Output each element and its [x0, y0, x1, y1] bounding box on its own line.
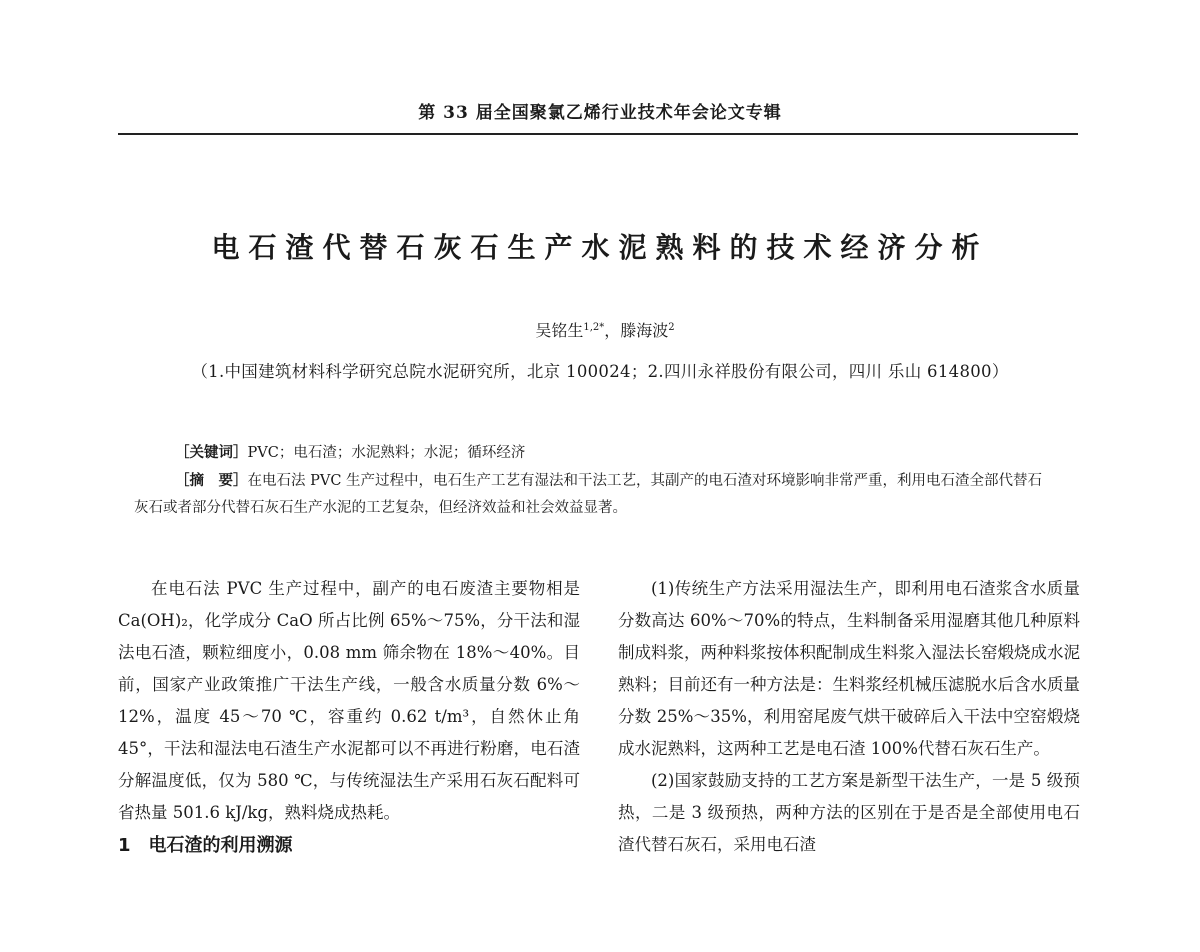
body-paragraph: 在电石法 PVC 生产过程中，副产的电石废渣主要物相是 Ca(OH)₂，化学成分 CaO 所占比例 65%～75%，分干法和湿法电石渣，颗粒细度小，0.08 mm 筛余物在 18%～40%。目前，国家产业政策推广干法生产线，一般含水质量分数 6%～12%，温度 45～70 ℃，容重约 0.62 t/m³，自然休止角 45°，干法和湿法电石渣生产水泥都可以不再进行粉磨，电石渣分解温度低，仅为 580 ℃，与传统湿法生产采用石灰石配料可省热量 501.6 kJ/kg，熟料烧成热耗。	[118, 579, 580, 822]
header-rule	[118, 133, 1078, 135]
body-column-right	[618, 573, 1080, 861]
author-line	[0, 318, 1200, 341]
author-affiliation-sup: 1,2	[583, 322, 600, 333]
running-header: 第 33 届全国聚氯乙烯行业技术年会论文专辑	[418, 103, 782, 123]
body-paragraph: (1)传统生产方法采用湿法生产，即利用电石渣浆含水质量分数高达 60%～70%的特点，生料制备采用湿磨其他几种原料制成料浆，两种料浆按体积配制成生料浆入湿法长窑煅烧成水泥熟料；目前还有一种方法是：生料浆经机械压滤脱水后含水质量分数 25%～35%，利用窑尾废气烘干破碎后入干法中空窑煅烧成水泥熟料，这两种工艺是电石渣 100%代替石灰石生产。	[618, 579, 1080, 758]
section-heading: 1 电石渣的利用溯源	[118, 835, 293, 856]
author-name: 吴铭生	[535, 321, 584, 340]
abstract-label: ［摘 要］	[175, 472, 248, 489]
abstract-block	[134, 439, 1054, 522]
author-name: 滕海波	[620, 321, 669, 340]
article-title: 电石渣代替石灰石生产水泥熟料的技术经济分析	[211, 231, 989, 264]
body-paragraph: (2)国家鼓励支持的工艺方案是新型干法生产，一是 5 级预热，二是 3 级预热，两种方法的区别在于是否是全部使用电石渣代替石灰石，采用电石渣	[618, 771, 1080, 854]
affiliation-line: （1.中国建筑材料科学研究总院水泥研究所，北京 100024；2.四川永祥股份有限公司，四川 乐山 614800）	[191, 362, 1009, 381]
corresponding-author-mark: *	[599, 322, 605, 333]
keywords-label: ［关键词］	[175, 444, 248, 461]
keywords-line	[134, 439, 1054, 467]
body-column-left	[118, 573, 580, 863]
author-affiliation-sup: 2	[668, 322, 675, 333]
author-separator: ，	[604, 321, 621, 340]
keywords-text: PVC；电石渣；水泥熟料；水泥；循环经济	[247, 445, 526, 461]
abstract-paragraph	[134, 467, 1054, 522]
abstract-text: 在电石法 PVC 生产过程中，电石生产工艺有湿法和干法工艺，其副产的电石渣对环境影响非常严重，利用电石渣全部代替石灰石或者部分代替石灰石生产水泥的工艺复杂，但经济效益和社会效益显著。	[134, 473, 1043, 516]
